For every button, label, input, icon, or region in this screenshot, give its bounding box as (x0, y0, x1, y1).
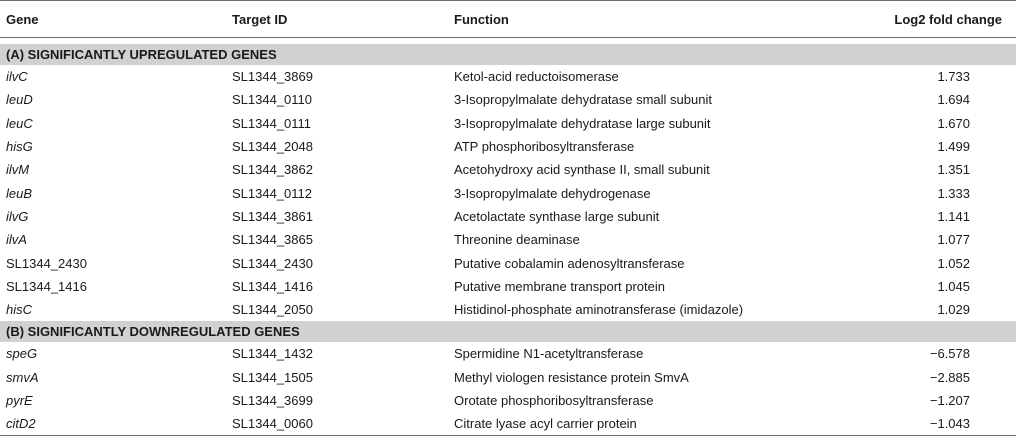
cell-gene: leuD (6, 92, 33, 108)
cell-target-id: SL1344_2430 (232, 255, 313, 271)
cell-gene: SL1344_2430 (6, 255, 87, 271)
table-row (0, 366, 1016, 389)
cell-function: ATP phosphoribosyltransferase (454, 139, 635, 155)
cell-gene: ilvG (6, 208, 29, 224)
cell-gene: speG (6, 346, 38, 362)
cell-target-id: SL1344_3869 (232, 69, 313, 85)
cell-gene: hisG (6, 139, 33, 155)
table-row (0, 88, 1016, 111)
section-header-row (0, 44, 1016, 65)
table-row (0, 112, 1016, 135)
cell-target-id: SL1344_1505 (232, 369, 313, 385)
cell-gene: smvA (6, 369, 39, 385)
cell-function: Putative cobalamin adenosyltransferase (454, 255, 685, 271)
cell-gene: leuC (6, 115, 33, 131)
cell-function: Orotate phosphoribosyltransferase (454, 393, 654, 408)
cell-function: Putative membrane transport protein (454, 278, 665, 294)
cell-log2-fold-change: 1.029 (937, 302, 970, 318)
table-row (0, 158, 1016, 181)
cell-target-id: SL1344_3861 (232, 208, 313, 224)
cell-function: Citrate lyase acyl carrier protein (448, 412, 848, 436)
table-row (0, 412, 1016, 436)
section-title: (B) SIGNIFICANTLY DOWNREGULATED GENES (0, 321, 1016, 342)
table-row (0, 389, 1016, 412)
table-row (0, 251, 1016, 274)
cell-function: Methyl viologen resistance protein SmvA (454, 369, 689, 385)
cell-gene: ilvM (6, 162, 30, 178)
cell-target-id: SL1344_0111 (232, 115, 312, 131)
cell-log2-fold-change: −2.885 (929, 369, 970, 385)
header-log2-fold-change: Log2 fold change (848, 1, 1016, 38)
table-row (0, 342, 1016, 365)
cell-function: 3-Isopropylmalate dehydrogenase (454, 185, 651, 201)
cell-gene: hisC (6, 302, 33, 318)
table-header (0, 1, 1016, 38)
cell-log2-fold-change: 1.670 (937, 115, 970, 131)
cell-gene: pyrE (6, 393, 33, 408)
table-row (0, 228, 1016, 251)
cell-log2-fold-change: 1.052 (937, 255, 970, 271)
cell-gene: SL1344_1416 (6, 278, 87, 294)
cell-function: Acetolactate synthase large subunit (454, 208, 660, 224)
cell-target-id: SL1344_1432 (232, 346, 313, 362)
table-row (0, 298, 1016, 321)
cell-log2-fold-change: 1.333 (937, 185, 970, 201)
cell-log2-fold-change: 1.733 (937, 69, 970, 85)
cell-function: Acetohydroxy acid synthase II, small subunit (454, 162, 710, 178)
cell-target-id: SL1344_3862 (232, 162, 313, 178)
cell-target-id: SL1344_1416 (232, 278, 313, 294)
cell-function: Spermidine N1-acetyltransferase (454, 346, 644, 362)
cell-log2-fold-change: −1.207 (929, 393, 970, 408)
cell-function: Ketol-acid reductoisomerase (454, 69, 619, 85)
table-row (0, 181, 1016, 204)
table-row (0, 275, 1016, 298)
cell-log2-fold-change: −1.043 (848, 412, 1016, 436)
header-row (0, 1, 1016, 38)
cell-target-id: SL1344_3699 (232, 393, 313, 408)
cell-log2-fold-change: 1.077 (937, 232, 970, 248)
cell-log2-fold-change: 1.694 (937, 92, 970, 108)
cell-function: Histidinol-phosphate aminotransferase (imidazole) (454, 302, 744, 318)
cell-function: Threonine deaminase (454, 232, 580, 248)
cell-target-id: SL1344_2048 (232, 139, 313, 155)
table-row (0, 135, 1016, 158)
table-row (0, 205, 1016, 228)
table-body (0, 38, 1016, 436)
header-target-id: Target ID (226, 1, 448, 38)
cell-target-id: SL1344_3865 (232, 232, 313, 248)
cell-gene: citD2 (0, 412, 226, 436)
cell-function: 3-Isopropylmalate dehydratase large subunit (454, 115, 711, 131)
cell-target-id: SL1344_0112 (232, 185, 313, 201)
cell-log2-fold-change: 1.045 (937, 278, 970, 294)
cell-target-id: SL1344_2050 (232, 302, 313, 318)
cell-log2-fold-change: −6.578 (929, 346, 970, 362)
cell-gene: leuB (6, 185, 33, 201)
section-header-row (0, 321, 1016, 342)
cell-gene: ilvC (6, 69, 28, 85)
cell-log2-fold-change: 1.499 (937, 139, 970, 155)
cell-function: 3-Isopropylmalate dehydratase small subunit (454, 92, 712, 108)
cell-log2-fold-change: 1.351 (937, 162, 970, 178)
table-row (0, 65, 1016, 88)
cell-log2-fold-change: 1.141 (937, 208, 970, 224)
cell-target-id: SL1344_0060 (226, 412, 448, 436)
header-gene: Gene (0, 1, 226, 38)
cell-gene: ilvA (6, 232, 27, 248)
header-function: Function (448, 1, 848, 38)
section-title: (A) SIGNIFICANTLY UPREGULATED GENES (0, 44, 1016, 65)
cell-target-id: SL1344_0110 (232, 92, 313, 108)
